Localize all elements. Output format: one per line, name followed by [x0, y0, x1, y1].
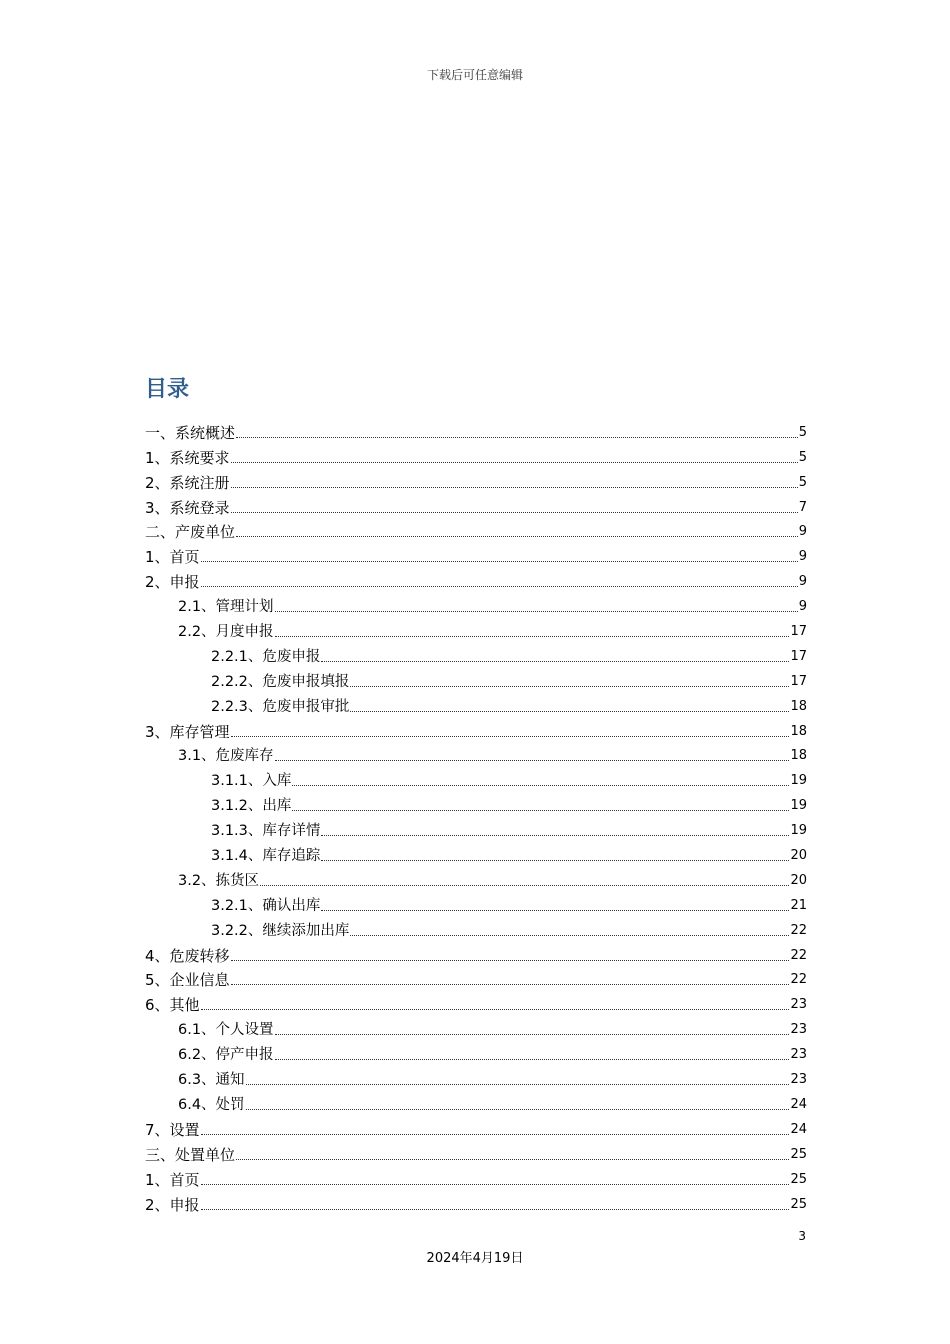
toc-entry-label: 6.3、通知 [178, 1072, 245, 1089]
toc-dot-leader [246, 1109, 790, 1110]
toc-dot-leader [292, 810, 789, 811]
toc-dot-leader [260, 885, 789, 886]
toc-entry[interactable] [145, 1039, 807, 1064]
toc-entry[interactable] [145, 691, 807, 716]
toc-dot-leader [321, 910, 789, 911]
toc-entry[interactable] [145, 890, 807, 915]
toc-entry-page: 9 [798, 549, 807, 565]
toc-entry-label: 3、系统登录 [145, 498, 230, 517]
toc-entry-page: 24 [790, 1096, 807, 1112]
toc-entry-page: 25 [790, 1196, 807, 1212]
toc-entry[interactable] [145, 1089, 807, 1114]
toc-entry-page: 25 [790, 1146, 807, 1162]
toc-dot-leader [231, 462, 798, 463]
toc-dot-leader [275, 636, 790, 637]
toc-entry[interactable] [145, 716, 807, 741]
toc-entry-page: 9 [798, 524, 807, 540]
toc-entry-page: 20 [790, 848, 807, 864]
toc-entry-label: 1、首页 [145, 548, 200, 567]
toc-entry[interactable] [145, 815, 807, 840]
toc-entry[interactable] [145, 840, 807, 865]
toc-dot-leader [231, 512, 798, 513]
toc-entry-label: 6.1、个人设置 [178, 1022, 274, 1039]
toc-entry[interactable] [145, 1164, 807, 1189]
footer-date: 2024年4月19日 [426, 1251, 524, 1266]
toc-dot-leader [231, 960, 790, 961]
toc-entry-page: 18 [790, 723, 807, 739]
toc-entry-page: 25 [790, 1171, 807, 1187]
toc-entry-page: 9 [798, 574, 807, 590]
toc-entry-page: 19 [790, 823, 807, 839]
toc-entry[interactable] [145, 541, 807, 566]
toc-entry-label: 1、首页 [145, 1170, 200, 1189]
header-note: 下载后可任意编辑 [426, 68, 523, 82]
toc-dot-leader [292, 785, 789, 786]
toc-entry-label: 3.2、拣货区 [178, 872, 260, 889]
toc-dot-leader [201, 1184, 790, 1185]
toc-dot-leader [321, 860, 789, 861]
toc-entry-label: 2.2.2、危废申报填报 [211, 673, 350, 690]
toc-entry[interactable] [145, 1114, 807, 1139]
toc-entry-label: 二、产废单位 [145, 523, 236, 542]
toc-entry-page: 9 [798, 599, 807, 615]
toc-entry[interactable] [145, 517, 807, 542]
toc-entry[interactable] [145, 989, 807, 1014]
toc-entry-label: 4、危废转移 [145, 946, 230, 965]
toc-entry-label: 2.1、管理计划 [178, 599, 274, 616]
toc-entry[interactable] [145, 915, 807, 940]
toc-entry-page: 23 [790, 1047, 807, 1063]
toc-entry-page: 17 [790, 648, 807, 664]
toc-entry-label: 三、处置单位 [145, 1145, 236, 1164]
toc-entry[interactable] [145, 1189, 807, 1214]
toc-entry-label: 2、申报 [145, 573, 200, 592]
toc-entry[interactable] [145, 641, 807, 666]
toc-dot-leader [236, 536, 798, 537]
toc-dot-leader [275, 611, 798, 612]
toc-entry-label: 3.1.3、库存详情 [211, 823, 321, 840]
toc-entry-page: 22 [790, 972, 807, 988]
toc-entry[interactable] [145, 442, 807, 467]
toc-entry[interactable] [145, 566, 807, 591]
toc-entry[interactable] [145, 865, 807, 890]
toc-entry-page: 18 [790, 748, 807, 764]
toc-entry-label: 6.4、处罚 [178, 1096, 245, 1113]
toc-entry-label: 3.2.1、确认出库 [211, 897, 321, 914]
toc-dot-leader [350, 686, 789, 687]
toc-entry-page: 5 [798, 449, 807, 465]
toc-dot-leader [201, 1009, 790, 1010]
toc-entry-page: 23 [790, 1022, 807, 1038]
toc-entry-label: 3.1.4、库存追踪 [211, 848, 321, 865]
toc-dot-leader [201, 1209, 790, 1210]
toc-entry-label: 2.2.1、危废申报 [211, 648, 321, 665]
toc-dot-leader [236, 437, 798, 438]
toc-dot-leader [201, 1134, 790, 1135]
toc-entry-page: 17 [790, 673, 807, 689]
toc-dot-leader [231, 487, 798, 488]
toc-entry-page: 24 [790, 1121, 807, 1137]
toc-dot-leader [231, 736, 790, 737]
toc-entry-page: 22 [790, 947, 807, 963]
toc-entry-page: 5 [798, 474, 807, 490]
toc-entry-label: 3.1.1、入库 [211, 773, 292, 790]
toc-entry-page: 22 [790, 922, 807, 938]
toc-entry-page: 23 [790, 1072, 807, 1088]
toc-entry[interactable] [145, 492, 807, 517]
toc-dot-leader [275, 760, 790, 761]
toc-entry-label: 2.2.3、危废申报审批 [211, 698, 350, 715]
toc-entry-page: 20 [790, 872, 807, 888]
toc-entry[interactable] [145, 765, 807, 790]
toc-entry-label: 3.2.2、继续添加出库 [211, 922, 350, 939]
toc-entry-label: 2.2、月度申报 [178, 624, 274, 641]
toc-entry-label: 2、系统注册 [145, 473, 230, 492]
toc-entry[interactable] [145, 741, 807, 766]
toc-entry-label: 2、申报 [145, 1195, 200, 1214]
toc-dot-leader [350, 935, 789, 936]
toc-entry[interactable] [145, 417, 807, 442]
toc-dot-leader [201, 586, 798, 587]
toc-entry-page: 21 [790, 897, 807, 913]
toc-entry[interactable] [145, 591, 807, 616]
toc-entry-label: 6.2、停产申报 [178, 1047, 274, 1064]
toc-entry[interactable] [145, 965, 807, 990]
toc-entry[interactable] [145, 616, 807, 641]
toc-list [145, 417, 807, 1214]
toc-dot-leader [236, 1159, 789, 1160]
toc-dot-leader [350, 711, 789, 712]
toc-entry-label: 7、设置 [145, 1120, 200, 1139]
toc-entry[interactable] [145, 1014, 807, 1039]
toc-dot-leader [321, 835, 789, 836]
toc-entry-page: 5 [798, 424, 807, 440]
toc-entry-page: 19 [790, 773, 807, 789]
toc-dot-leader [275, 1034, 790, 1035]
toc-entry-label: 1、系统要求 [145, 448, 230, 467]
toc-entry-page: 23 [790, 997, 807, 1013]
toc-entry[interactable] [145, 666, 807, 691]
toc-entry-page: 18 [790, 698, 807, 714]
toc-title: 目录 [145, 377, 190, 402]
toc-entry-page: 7 [798, 499, 807, 515]
toc-entry[interactable] [145, 1139, 807, 1164]
toc-entry[interactable] [145, 467, 807, 492]
toc-dot-leader [321, 661, 789, 662]
toc-entry-label: 3.1.2、出库 [211, 798, 292, 815]
toc-entry-label: 一、系统概述 [145, 423, 236, 442]
toc-dot-leader [246, 1084, 790, 1085]
page-number: 3 [798, 1229, 806, 1243]
toc-dot-leader [201, 561, 798, 562]
toc-entry-page: 17 [790, 624, 807, 640]
toc-entry-label: 3.1、危废库存 [178, 748, 274, 765]
toc-dot-leader [231, 984, 790, 985]
toc-entry[interactable] [145, 1064, 807, 1089]
toc-entry-label: 5、企业信息 [145, 971, 230, 990]
toc-entry[interactable] [145, 790, 807, 815]
toc-entry-label: 3、库存管理 [145, 722, 230, 741]
toc-entry-page: 19 [790, 798, 807, 814]
toc-entry-label: 6、其他 [145, 996, 200, 1015]
toc-entry[interactable] [145, 940, 807, 965]
toc-dot-leader [275, 1059, 790, 1060]
